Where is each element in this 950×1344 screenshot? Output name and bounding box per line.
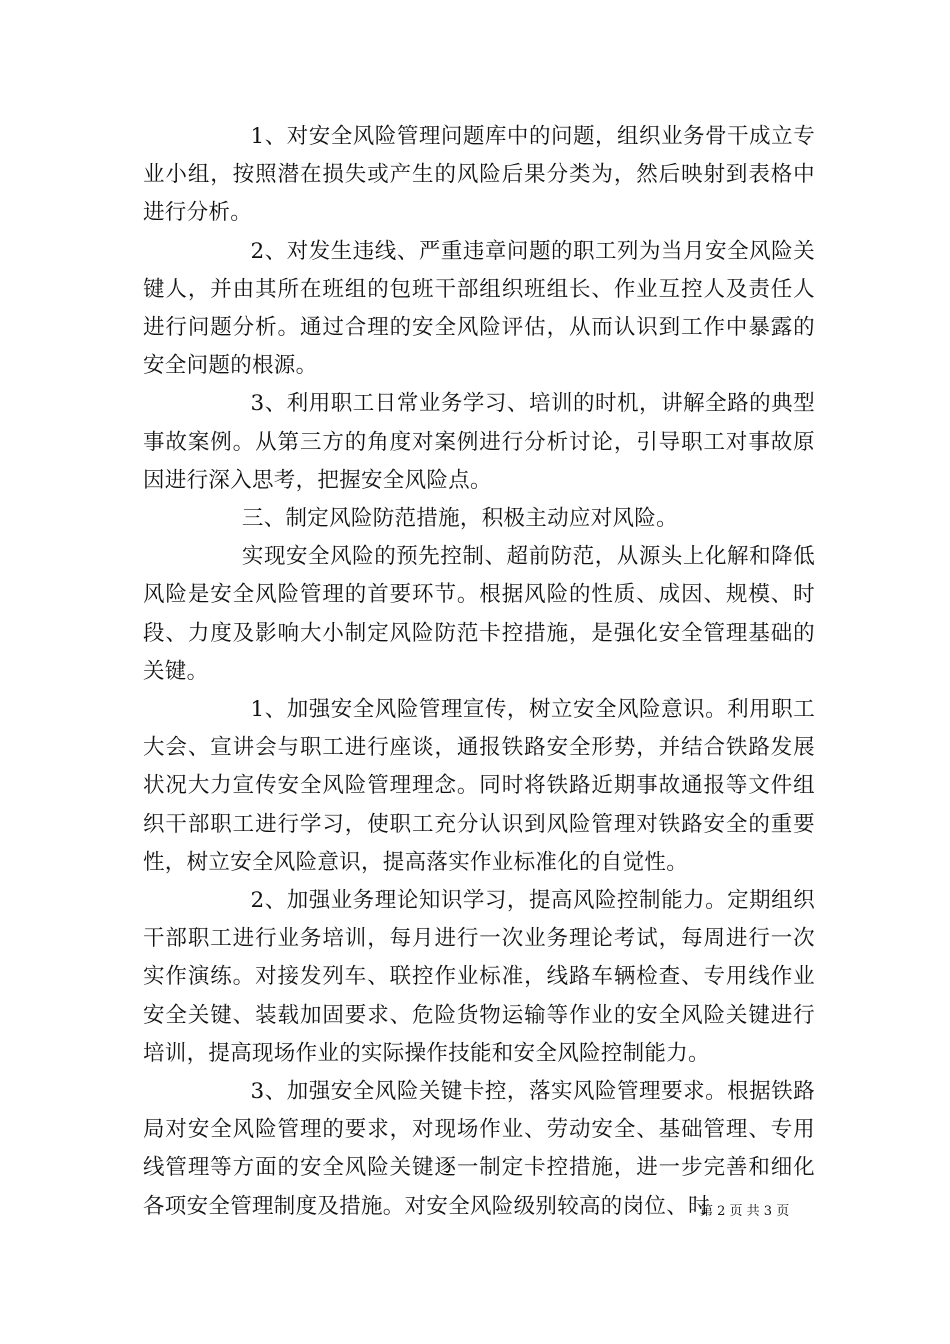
- paragraph-measure-1: 1、加强安全风险管理宣传，树立安全风险意识。利用职工大会、宣讲会与职工进行座谈，通报铁路安全形势，并结合铁路发展状况大力宣传安全风险管理理念。同时将铁路近期事故通报等文件组织干部职工进行学习，使职工充分认识到风险管理对铁路安全的重要性，树立安全风险意识，提高落实作业标准化的自觉性。: [143, 697, 815, 875]
- paragraph-item-1: 1、对安全风险管理问题库中的问题，组织业务骨干成立专业小组，按照潜在损失或产生的风险后果分类为，然后映射到表格中进行分析。: [143, 124, 815, 226]
- paragraph-measure-3: 3、加强安全风险关键卡控，落实风险管理要求。根据铁路局对安全风险管理的要求，对现场作业、劳动安全、基础管理、专用线管理等方面的安全风险关键逐一制定卡控措施，进一步完善和细化各项安全管理制度及措施。对安全风险级别较高的岗位、时: [143, 1079, 815, 1219]
- document-body: [143, 118, 815, 1226]
- page-number-footer: 第 2 页 共 3 页: [700, 1204, 790, 1219]
- paragraph-intro: 实现安全风险的预先控制、超前防范，从源头上化解和降低风险是安全风险管理的首要环节。根据风险的性质、成因、规模、时段、力度及影响大小制定风险防范卡控措施，是强化安全管理基础的关键。: [143, 544, 815, 684]
- paragraph-measure-2: 2、加强业务理论知识学习，提高风险控制能力。定期组织干部职工进行业务培训，每月进行一次业务理论考试，每周进行一次实作演练。对接发列车、联控作业标准，线路车辆检查、专用线作业安全关键、装载加固要求、危险货物运输等作业的安全风险关键进行培训，提高现场作业的实际操作技能和安全风险控制能力。: [143, 888, 815, 1066]
- section-heading-3: 三、制定风险防范措施，积极主动应对风险。: [241, 506, 678, 532]
- paragraph-item-3: 3、利用职工日常业务学习、培训的时机，讲解全路的典型事故案例。从第三方的角度对案例进行分析讨论，引导职工对事故原因进行深入思考，把握安全风险点。: [143, 391, 815, 493]
- paragraph-item-2: 2、对发生违线、严重违章问题的职工列为当月安全风险关键人，并由其所在班组的包班干部组织班组长、作业互控人及责任人进行问题分析。通过合理的安全风险评估，从而认识到工作中暴露的安全问题的根源。: [143, 238, 815, 379]
